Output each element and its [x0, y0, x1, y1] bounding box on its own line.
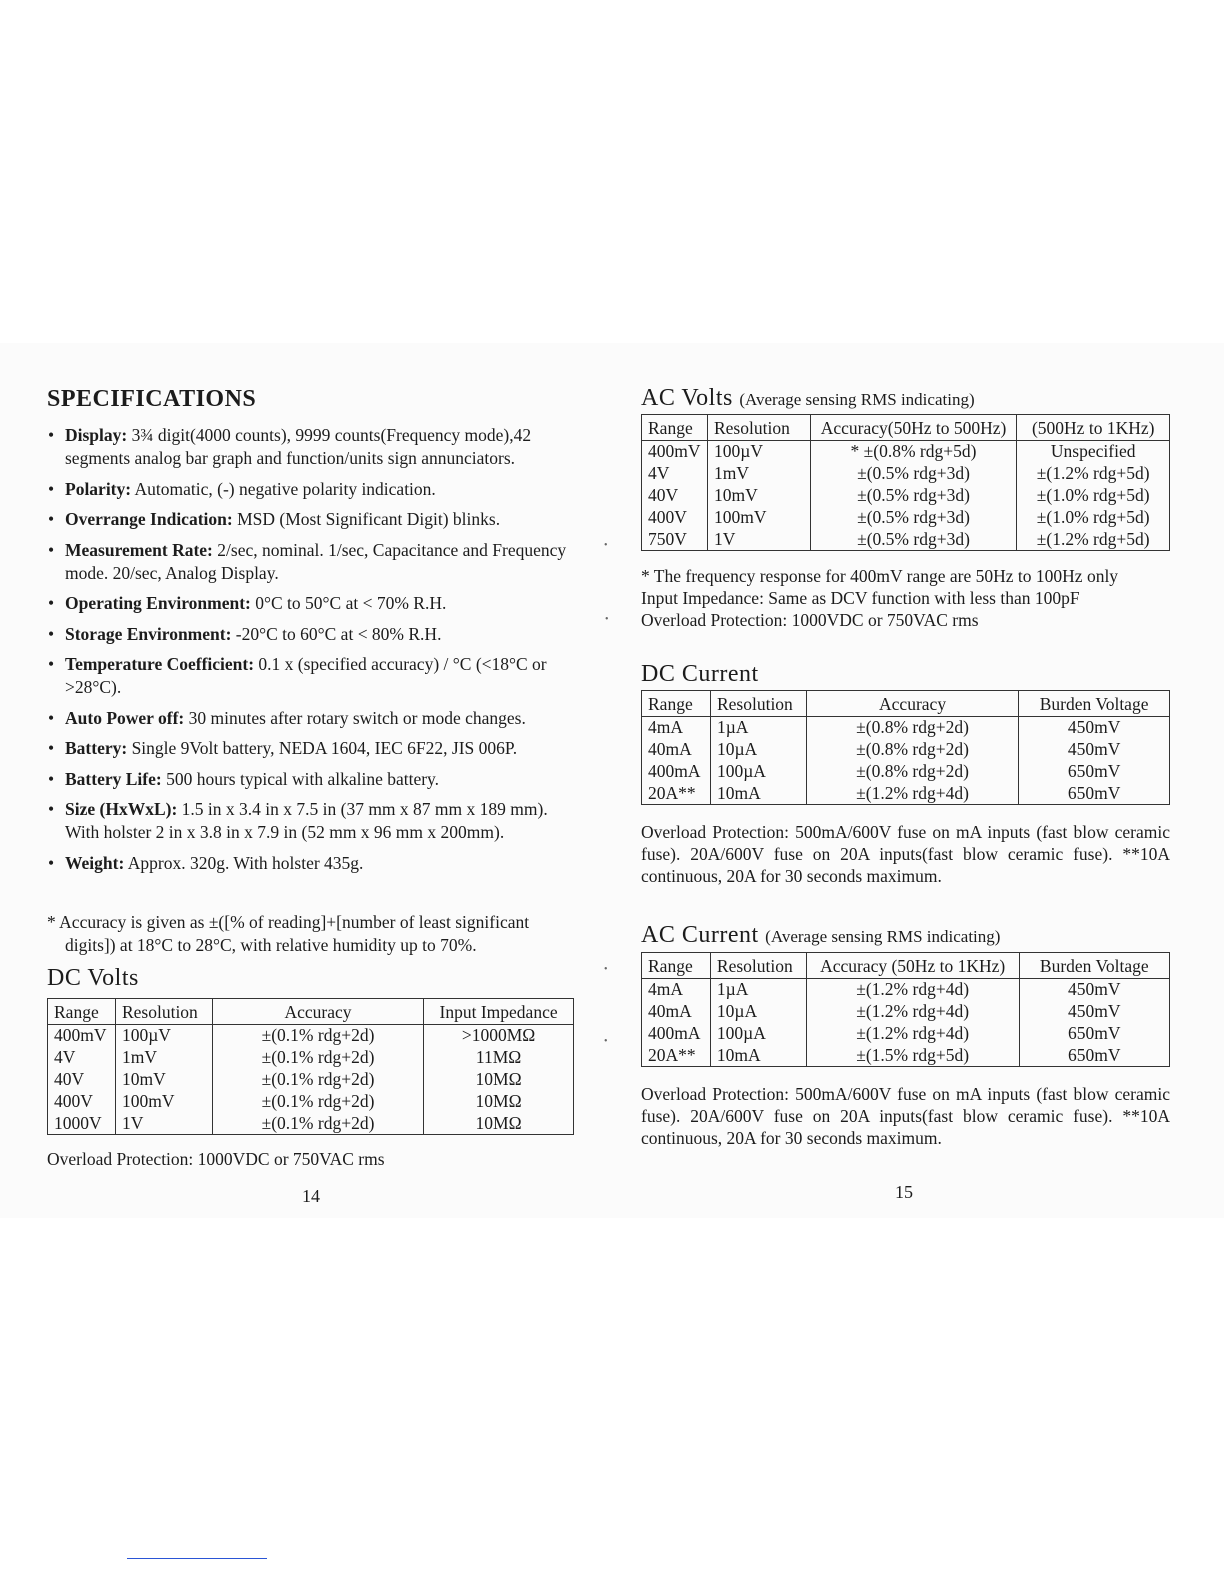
table-cell: 100mV	[707, 507, 810, 529]
table-cell: 400mV	[648, 441, 701, 462]
accuracy-note: * Accuracy is given as ±([% of reading]+[number of least significant digits]) at 18°C to 28°C, with relative humidity up to 70%.	[47, 912, 530, 955]
ac-volts-notes	[641, 565, 1171, 631]
ac-current-heading	[641, 922, 1000, 949]
column-header: Input Impedance	[424, 999, 574, 1025]
ac-current-heading-text: AC Current	[641, 922, 759, 948]
dc-current-overload-note: Overload Protection: 500mA/600V fuse on mA inputs (fast blow ceramic fuse). 20A/600V fuse on 20A inputs(fast blow ceramic fuse). **10A continuous, 20A for 30 seconds maximum.	[641, 822, 1170, 886]
table-cell: 400V	[54, 1091, 93, 1111]
table-row	[642, 979, 1170, 1001]
table-cell: >1000MΩ	[424, 1025, 574, 1047]
table-row	[48, 1113, 574, 1135]
table-cell: 100µA	[710, 1023, 806, 1045]
table-cell: ±(0.5% rdg+3d)	[810, 529, 1017, 551]
table-cell: 450mV	[1019, 717, 1170, 739]
column-header: Accuracy(50Hz to 500Hz)	[810, 415, 1017, 441]
spec-item	[47, 592, 577, 615]
table-row	[48, 1025, 574, 1047]
table-cell: 650mV	[1019, 1045, 1170, 1067]
spec-label: Storage Environment:	[65, 623, 232, 644]
spec-item	[47, 737, 577, 760]
ac-volts-note: * The frequency response for 400mV range are 50Hz to 100Hz only	[641, 566, 1119, 586]
spec-item	[47, 424, 577, 470]
table-row	[642, 783, 1170, 805]
spec-label: Battery Life:	[65, 768, 162, 789]
column-header: Burden Voltage	[1019, 953, 1170, 979]
spec-label: Display:	[65, 425, 128, 445]
table-cell: ±(1.0% rdg+5d)	[1017, 485, 1170, 507]
spec-text: 2/sec, nominal. 1/sec, Capacitance and Frequency mode. 20/sec, Analog Display.	[65, 539, 567, 583]
spec-item	[47, 653, 577, 699]
table-cell: ±(1.2% rdg+5d)	[1017, 463, 1170, 485]
table-cell: 1µA	[710, 717, 806, 739]
table-row	[642, 507, 1170, 529]
column-header: Resolution	[115, 999, 212, 1025]
table-cell: 1000V	[54, 1112, 102, 1133]
ac-volts-note: Overload Protection: 1000VDC or 750VAC rms	[641, 610, 979, 630]
spec-label: Operating Environment:	[65, 593, 251, 613]
table-row	[642, 441, 1170, 463]
dc-volts-heading: DC Volts	[47, 965, 139, 991]
bullet-icon: •	[48, 707, 55, 728]
table-row	[48, 1047, 574, 1069]
ac-current-table	[641, 952, 1170, 1067]
table-cell: ±(0.5% rdg+3d)	[810, 463, 1017, 485]
spec-text: 30 minutes after rotary switch or mode changes.	[184, 707, 526, 728]
column-header: Accuracy	[212, 999, 423, 1025]
spec-label: Weight:	[65, 852, 125, 873]
table-row	[642, 717, 1170, 739]
column-header: Resolution	[710, 691, 806, 717]
table-cell: 1mV	[115, 1047, 212, 1069]
scan-dot: •	[604, 1036, 608, 1047]
scan-dot: •	[605, 614, 609, 625]
table-cell: 10MΩ	[424, 1113, 574, 1135]
table-row	[642, 739, 1170, 761]
table-cell: 100µV	[707, 441, 810, 463]
table-cell: 40mA	[648, 739, 692, 759]
table-cell: ±(1.2% rdg+4d)	[806, 1023, 1019, 1045]
table-cell: 100µA	[710, 761, 806, 783]
table-row	[642, 1023, 1170, 1045]
table-cell: 1mV	[707, 463, 810, 485]
table-cell: 40mA	[648, 1001, 692, 1021]
table-cell: ±(0.1% rdg+2d)	[212, 1113, 423, 1135]
table-row	[642, 485, 1170, 507]
column-header: Accuracy (50Hz to 1KHz)	[806, 953, 1019, 979]
table-cell: ±(0.1% rdg+2d)	[212, 1091, 423, 1113]
table-cell: 1V	[115, 1113, 212, 1135]
column-header: Accuracy	[806, 691, 1018, 717]
table-cell: 4V	[648, 463, 670, 483]
spec-label: Temperature Coefficient:	[65, 654, 255, 674]
bullet-icon: •	[48, 425, 55, 445]
spec-item	[47, 623, 577, 646]
table-header-row	[48, 999, 574, 1025]
table-cell: ±(0.8% rdg+2d)	[806, 739, 1018, 761]
table-cell: 450mV	[1019, 739, 1170, 761]
table-cell: 450mV	[1019, 979, 1170, 1001]
link-underline	[127, 1558, 267, 1559]
table-cell: 10µA	[710, 739, 806, 761]
table-cell: 400V	[648, 507, 687, 527]
ac-volts-note: Input Impedance: Same as DCV function with less than 100pF	[641, 588, 1080, 608]
column-header: Range	[642, 691, 711, 717]
spec-text: -20°C to 60°C at < 80% R.H.	[231, 623, 442, 644]
table-cell: 100mV	[115, 1091, 212, 1113]
spec-item	[47, 798, 577, 844]
column-header: Range	[48, 999, 116, 1025]
column-header: Resolution	[710, 953, 806, 979]
table-cell: 40V	[54, 1069, 85, 1089]
table-cell: 1V	[707, 529, 810, 551]
table-cell: ±(0.1% rdg+2d)	[212, 1047, 423, 1069]
spec-label: Auto Power off:	[65, 707, 185, 728]
spec-item	[47, 707, 577, 730]
spec-item	[47, 478, 577, 501]
dc-volts-overload-note: Overload Protection: 1000VDC or 750VAC rms	[47, 1149, 385, 1169]
spec-text: 500 hours typical with alkaline battery.	[161, 768, 440, 789]
table-cell: 1µA	[710, 979, 806, 1001]
bullet-icon: •	[48, 799, 55, 819]
table-cell: ±(1.2% rdg+4d)	[806, 783, 1018, 805]
column-header: Burden Voltage	[1019, 691, 1170, 717]
ac-current-subheading: (Average sensing RMS indicating)	[765, 927, 1001, 946]
spec-item	[47, 768, 577, 791]
ac-volts-heading-text: AC Volts	[641, 385, 733, 411]
spec-label: Size (HxWxL):	[65, 799, 178, 819]
spec-item	[47, 508, 577, 531]
table-cell: ±(0.8% rdg+2d)	[806, 717, 1018, 739]
spec-text: 3¾ digit(4000 counts), 9999 counts(Frequency mode),42 segments analog bar graph and function/units sign annunciators.	[65, 425, 532, 468]
bullet-icon: •	[48, 768, 55, 789]
table-row	[48, 1091, 574, 1113]
page-number-left: 14	[302, 1186, 320, 1206]
table-header-row	[642, 953, 1170, 979]
column-header: Resolution	[707, 415, 810, 441]
table-row	[48, 1069, 574, 1091]
dc-current-table	[641, 690, 1170, 805]
table-row	[642, 1045, 1170, 1067]
table-cell: 400mV	[54, 1025, 107, 1046]
ac-volts-heading	[641, 385, 975, 412]
spec-list	[47, 424, 577, 882]
ac-volts-table	[641, 414, 1170, 551]
column-header: Range	[642, 953, 711, 979]
table-cell: 10mV	[115, 1069, 212, 1091]
table-cell: 4mA	[648, 717, 683, 738]
dc-current-heading: DC Current	[641, 661, 759, 687]
table-cell: 4V	[54, 1047, 76, 1067]
spec-item	[47, 539, 577, 585]
spec-text: 1.5 in x 3.4 in x 7.5 in (37 mm x 87 mm x 189 mm). With holster 2 in x 3.8 in x 7.9 in (52 mm x 96 mm x 200mm).	[65, 799, 548, 842]
table-header-row	[642, 691, 1170, 717]
bullet-icon: •	[48, 852, 55, 873]
table-cell: ±(1.2% rdg+5d)	[1017, 529, 1170, 551]
table-row	[642, 463, 1170, 485]
bullet-icon: •	[48, 478, 55, 499]
table-cell: 400mA	[648, 761, 701, 781]
spec-text: Single 9Volt battery, NEDA 1604, IEC 6F22, JIS 006P.	[127, 738, 518, 758]
table-row	[642, 761, 1170, 783]
spec-text: 0°C to 50°C at < 70% R.H.	[250, 593, 447, 613]
table-cell: 650mV	[1019, 783, 1170, 805]
table-cell: 100µV	[115, 1025, 212, 1047]
table-cell: 10MΩ	[424, 1069, 574, 1091]
table-cell: 4mA	[648, 979, 683, 1000]
spec-label: Battery:	[65, 738, 128, 758]
spec-item	[47, 852, 577, 875]
table-cell: * ±(0.8% rdg+5d)	[810, 441, 1017, 463]
spec-text: 0.1 x (specified accuracy) / °C (<18°C or >28°C).	[65, 654, 547, 697]
table-row	[642, 529, 1170, 551]
table-cell: ±(1.2% rdg+4d)	[806, 979, 1019, 1001]
table-cell: 450mV	[1019, 1001, 1170, 1023]
table-cell: Unspecified	[1017, 441, 1170, 463]
table-cell: 11MΩ	[424, 1047, 574, 1069]
column-header: Range	[642, 415, 708, 441]
table-cell: 650mV	[1019, 1023, 1170, 1045]
table-cell: 10µA	[710, 1001, 806, 1023]
table-cell: ±(0.1% rdg+2d)	[212, 1069, 423, 1091]
table-cell: ±(1.0% rdg+5d)	[1017, 507, 1170, 529]
table-cell: 10mV	[707, 485, 810, 507]
scan-dot: •	[604, 964, 608, 975]
table-cell: ±(0.8% rdg+2d)	[806, 761, 1018, 783]
spec-label: Measurement Rate:	[65, 539, 213, 560]
table-cell: ±(0.5% rdg+3d)	[810, 507, 1017, 529]
table-cell: ±(1.5% rdg+5d)	[806, 1045, 1019, 1067]
spec-label: Overrange Indication:	[65, 509, 233, 529]
spec-text: Automatic, (-) negative polarity indication.	[131, 478, 436, 499]
spec-label: Polarity:	[65, 478, 132, 499]
table-cell: 20A**	[648, 782, 696, 803]
bullet-icon: •	[48, 738, 55, 758]
column-header: (500Hz to 1KHz)	[1017, 415, 1170, 441]
table-header-row	[642, 415, 1170, 441]
bullet-icon: •	[48, 509, 55, 529]
table-cell: 750V	[648, 528, 687, 549]
spec-text: Approx. 320g. With holster 435g.	[124, 852, 364, 873]
table-cell: ±(1.2% rdg+4d)	[806, 1001, 1019, 1023]
table-cell: ±(0.5% rdg+3d)	[810, 485, 1017, 507]
table-cell: 10mA	[710, 1045, 806, 1067]
spec-text: MSD (Most Significant Digit) blinks.	[232, 509, 501, 529]
bullet-icon: •	[48, 654, 55, 674]
bullet-icon: •	[48, 593, 55, 613]
table-cell: 400mA	[648, 1023, 701, 1043]
table-cell: 40V	[648, 485, 679, 505]
table-cell: 10mA	[710, 783, 806, 805]
table-cell: 650mV	[1019, 761, 1170, 783]
table-cell: 10MΩ	[424, 1091, 574, 1113]
bullet-icon: •	[48, 623, 55, 644]
ac-current-overload-note: Overload Protection: 500mA/600V fuse on mA inputs (fast blow ceramic fuse). 20A/600V fuse on 20A inputs(fast blow ceramic fuse). **10A continuous, 20A for 30 seconds maximum.	[641, 1084, 1170, 1148]
table-cell: ±(0.1% rdg+2d)	[212, 1025, 423, 1047]
dc-volts-table	[47, 998, 574, 1135]
table-cell: 20A**	[648, 1044, 696, 1065]
scan-dot: •	[604, 540, 608, 551]
page-title: SPECIFICATIONS	[47, 386, 257, 412]
table-row	[642, 1001, 1170, 1023]
ac-volts-subheading: (Average sensing RMS indicating)	[739, 390, 975, 409]
bullet-icon: •	[48, 539, 55, 560]
page-number-right: 15	[895, 1182, 913, 1202]
